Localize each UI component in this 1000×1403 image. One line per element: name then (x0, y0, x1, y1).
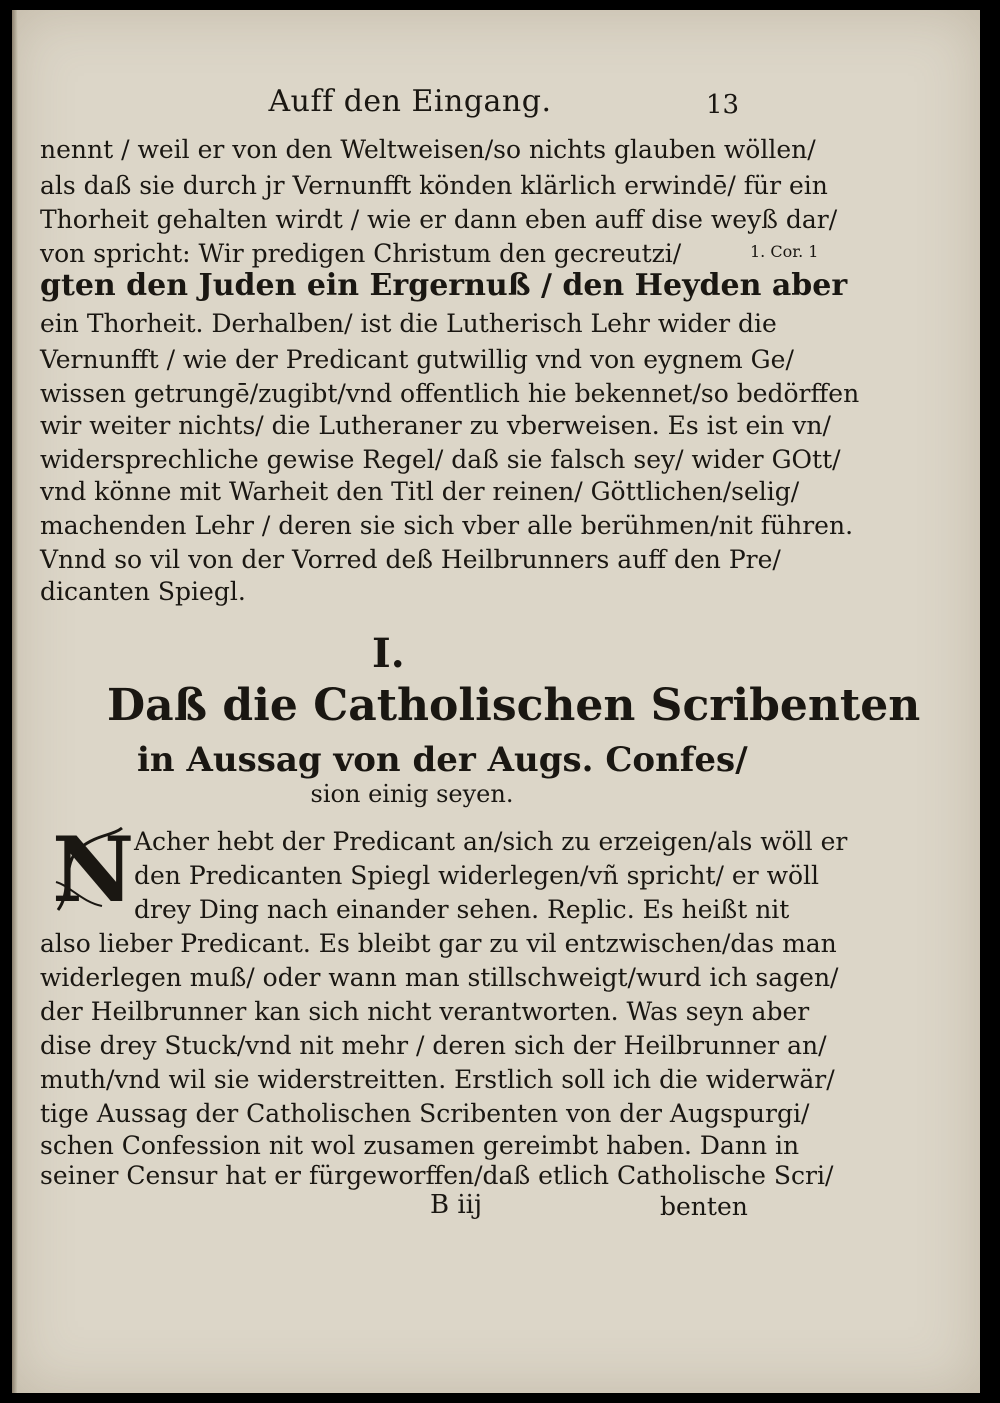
text-line: Thorheit gehalten wirdt / wie er dann eben auff dise weyß dar/ (40, 205, 838, 234)
text-line: widersprechliche gewise Regel/ daß sie falsch sey/ wider GOtt/ (40, 445, 841, 474)
text-line: schen Confession nit wol zusamen gereimbt haben. Dann in (40, 1131, 800, 1160)
initial-flourish-icon (52, 822, 128, 918)
text-line: von spricht: Wir predigen Christum den gecreutzi/ (40, 239, 682, 268)
running-head: Auff den Eingang. (268, 84, 552, 119)
page-number: 13 (706, 90, 740, 120)
text-line: drey Ding nach einander sehen. Replic. Es heißt nit (134, 895, 790, 924)
text-line: dicanten Spiegl. (40, 577, 246, 606)
text-line: also lieber Predicant. Es bleibt gar zu vil entzwischen/das man (40, 929, 837, 958)
catchword: benten (660, 1192, 748, 1221)
text-line: ein Thorheit. Derhalben/ ist die Lutherisch Lehr wider die (40, 309, 777, 338)
section-heading-line3: sion einig seyen. (310, 780, 514, 808)
text-line: den Predicanten Spiegl widerlegen/vñ spricht/ er wöll (134, 861, 820, 890)
signature-mark: B iij (430, 1190, 483, 1220)
initial-letter: N (52, 817, 135, 923)
text-line: Acher hebt der Predicant an/sich zu erzeigen/als wöll er (134, 827, 848, 856)
text-line: widerlegen muß/ oder wann man stillschweigt/wurd ich sagen/ (40, 963, 839, 992)
page-gutter-shadow (12, 10, 18, 1393)
text-line: der Heilbrunner kan sich nicht verantworten. Was seyn aber (40, 997, 810, 1026)
text-line: wir weiter nichts/ die Lutheraner zu vberweisen. Es ist ein vn/ (40, 411, 831, 440)
text-line: tige Aussag der Catholischen Scribenten von der Augspurgi/ (40, 1099, 810, 1128)
section-heading: Daß die Catholischen Scribenten (107, 680, 921, 731)
section-numeral: I. (372, 630, 405, 677)
text-line-emphasis: gten den Juden ein Ergernuß / den Heyden aber (40, 268, 848, 303)
text-line: nennt / weil er von den Weltweisen/so nichts glauben wöllen/ (40, 135, 816, 164)
text-line: wissen getrungē/zugibt/vnd offentlich hie bekennet/so bedörffen (40, 379, 860, 408)
marginal-note: 1. Cor. 1 (750, 242, 819, 261)
text-line: dise drey Stuck/vnd nit mehr / deren sich der Heilbrunner an/ (40, 1031, 827, 1060)
text-line: als daß sie durch jr Vernunfft könden klärlich erwindē/ für ein (40, 171, 828, 200)
book-page (12, 10, 980, 1393)
text-line: vnd könne mit Warheit den Titl der reinen/ Göttlichen/selig/ (40, 477, 800, 506)
section-heading-line2: in Aussag von der Augs. Confes/ (137, 740, 748, 780)
text-line: muth/vnd wil sie widerstreitten. Erstlich soll ich die widerwär/ (40, 1065, 835, 1094)
text-line: Vernunfft / wie der Predicant gutwillig vnd von eygnem Ge/ (40, 345, 794, 374)
text-line: seiner Censur hat er fürgeworffen/daß etlich Catholische Scri/ (40, 1161, 834, 1190)
decorated-initial (52, 817, 135, 923)
text-line: Vnnd so vil von der Vorred deß Heilbrunners auff den Pre/ (40, 545, 781, 574)
text-line: machenden Lehr / deren sie sich vber alle berühmen/nit führen. (40, 511, 854, 540)
